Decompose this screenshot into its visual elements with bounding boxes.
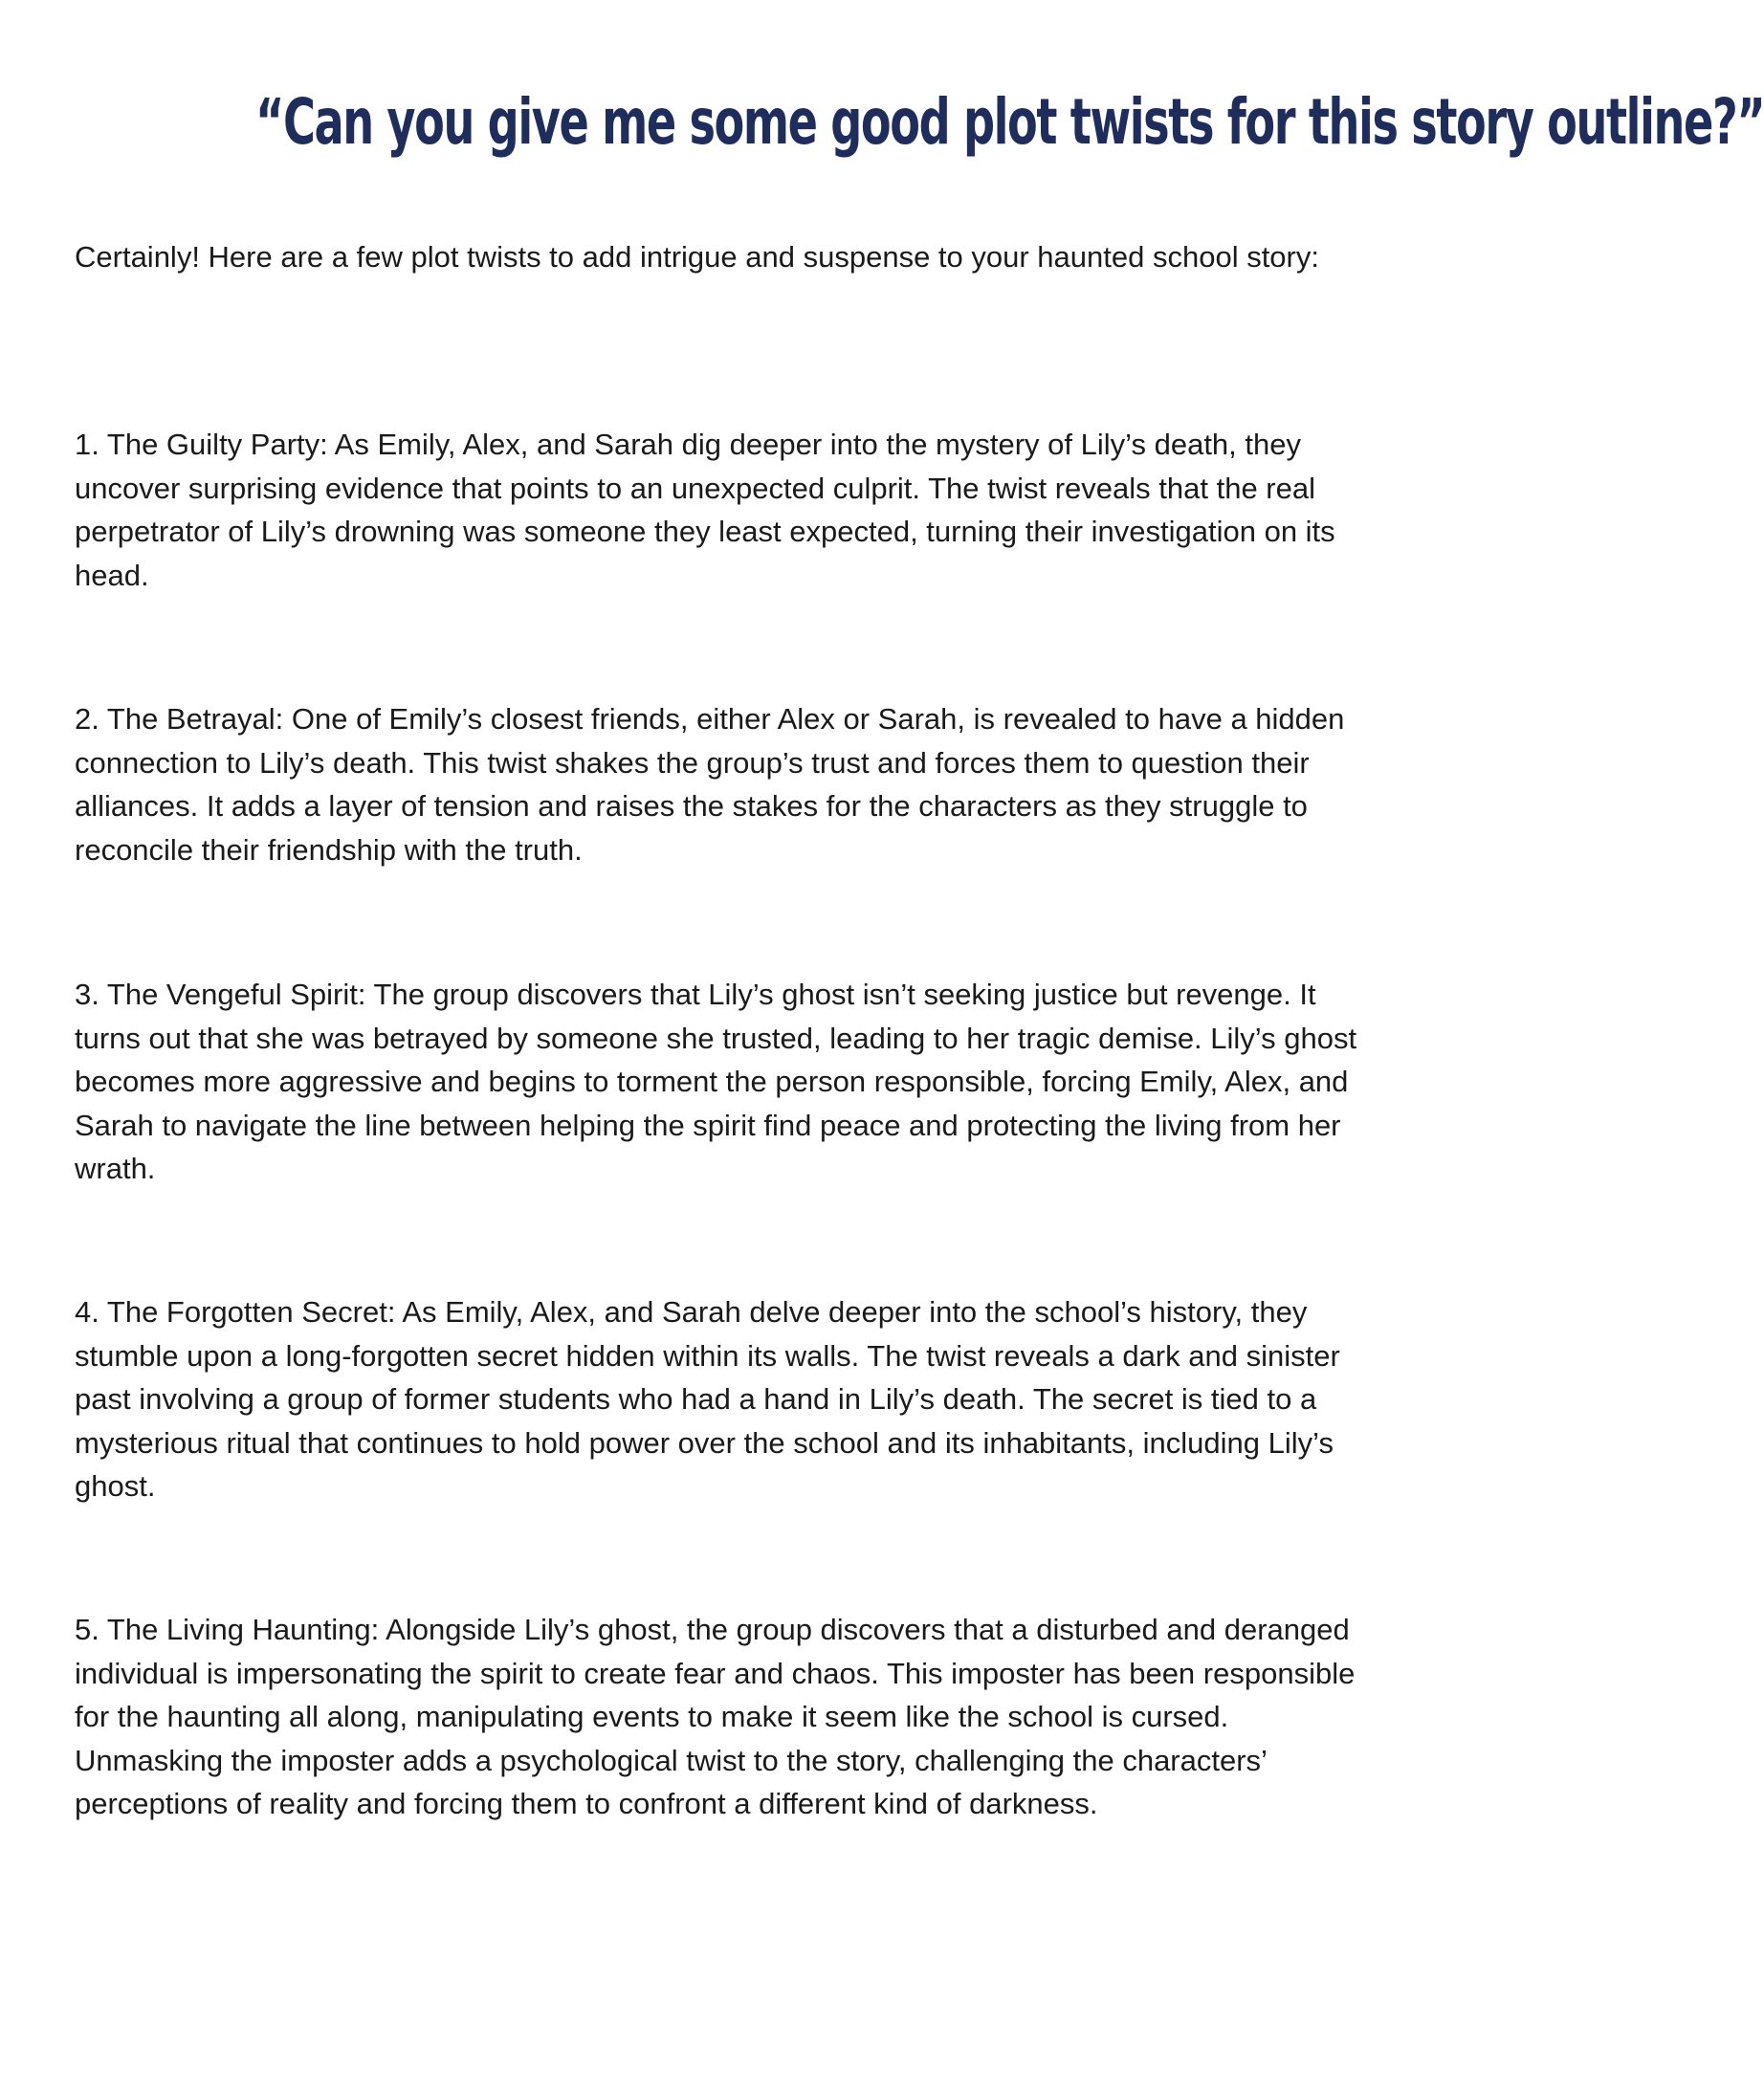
plot-twist-paragraph-5: 5. The Living Haunting: Alongside Lily’s ghost, the group discovers that a disturbed and deranged individual is impersonating the spirit to create fear and chaos. This imposter has been responsible for the haunting all along, manipulating events to make it seem like the school is cursed. Unmasking the imposter adds a psychological twist to the story, challenging the characters’ perceptions of reality and forcing them to confront a different kind of darkness.	[75, 1613, 1356, 1820]
plot-twist-paragraph-3: 3. The Vengeful Spirit: The group discovers that Lily’s ghost isn’t seeking justice but revenge. It turns out that she was betrayed by someone she trusted, leading to her tragic demise. Lily’s ghost becomes more aggressive and begins to torment the person responsible, forcing Emily, Alex, and Sarah to navigate the line between helping the spirit find peace and protecting the living from her wrath.	[75, 978, 1357, 1185]
plot-twist-paragraph-4: 4. The Forgotten Secret: As Emily, Alex, and Sarah delve deeper into the school’s history, they stumble upon a long-forgotten secret hidden within its walls. The twist reveals a dark and sinister past involving a group of former students who had a hand in Lily’s death. The secret is tied to a mysterious ritual that continues to hold power over the school and its inhabitants, including Lily’s ghost.	[75, 1295, 1340, 1503]
intro-paragraph: Certainly! Here are a few plot twists to add intrigue and suspense to your haunted school story:	[75, 240, 1319, 274]
plot-twist-paragraph-1: 1. The Guilty Party: As Emily, Alex, and Sarah dig deeper into the mystery of Lily’s death, they uncover surprising evidence that points to an unexpected culprit. The twist reveals that the real perpetrator of Lily’s drowning was someone they least expected, turning their investigation on its head.	[75, 428, 1335, 592]
page-title: “Can you give me some good plot twists for this story outline?”	[255, 85, 1764, 159]
plot-twist-paragraph-2: 2. The Betrayal: One of Emily’s closest friends, either Alex or Sarah, is revealed to have a hidden connection to Lily’s death. This twist shakes the group’s trust and forces them to question their alliances. It adds a layer of tension and raises the stakes for the characters as they struggle to reconcile their friendship with the truth.	[75, 702, 1345, 867]
